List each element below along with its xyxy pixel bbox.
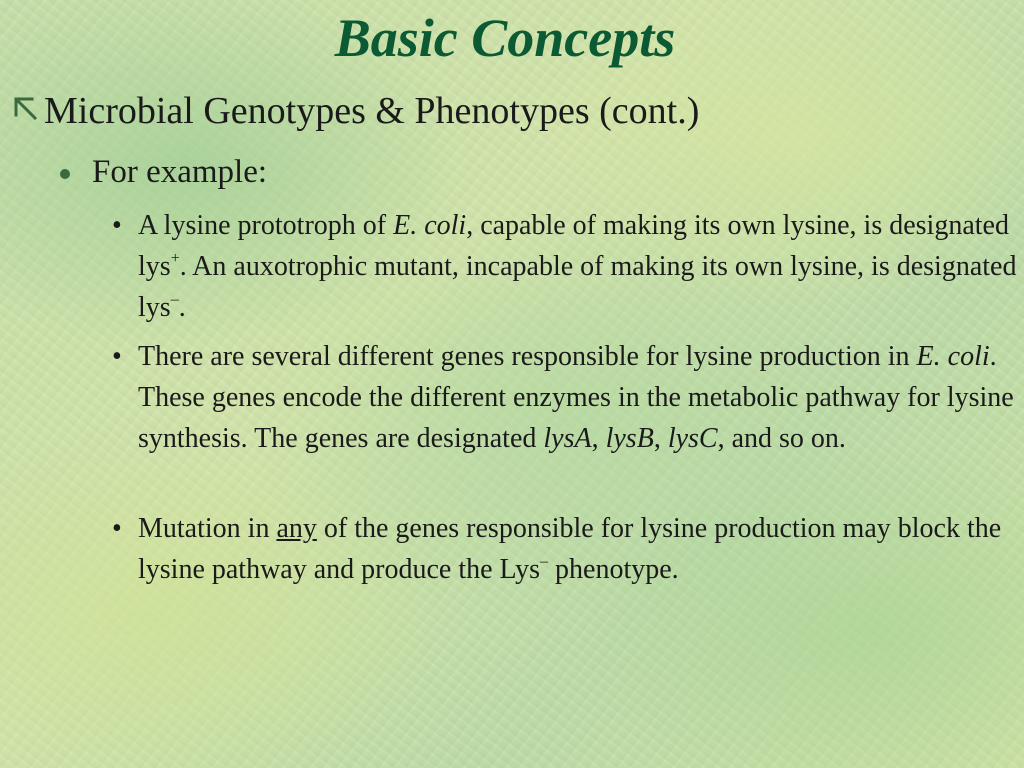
- level1-text: Microbial Genotypes & Phenotypes (cont.): [44, 90, 700, 132]
- bullet-item: [112, 205, 1017, 328]
- bullet-text: [138, 508, 1017, 590]
- text-run: There are several different genes responsible for lysine production in: [138, 341, 917, 372]
- separator: ,: [653, 423, 668, 454]
- bullet-marker: •: [112, 513, 122, 544]
- gene-name: lysC: [667, 423, 718, 454]
- bullet-marker: •: [112, 341, 122, 372]
- superscript-plus: +: [170, 249, 180, 267]
- text-run: . An auxotrophic mutant, incapable of making its own lysine, is designated lys: [138, 251, 1017, 323]
- level2-text: For example:: [92, 154, 268, 190]
- species-name: E. coli: [393, 210, 467, 241]
- text-run: , and so on.: [717, 423, 846, 454]
- gene-name: lysA: [543, 423, 592, 454]
- slide-title: Basic Concepts: [334, 8, 676, 68]
- bullet-text: [138, 205, 1017, 328]
- arrow-up-left-icon: [12, 95, 44, 123]
- text-run: . These genes encode the different enzymes in the metabolic pathway for lysine synthesis. The genes are designated: [138, 341, 1014, 454]
- gene-name: lysB: [605, 423, 654, 454]
- dot-bullet-icon: [60, 169, 70, 179]
- bullet-item: [112, 508, 1017, 590]
- text-run: A lysine prototroph of: [138, 210, 394, 241]
- text-run: of the genes responsible for lysine production may block the lysine pathway and produce the Lys: [138, 513, 1002, 585]
- level2-item: [60, 152, 267, 192]
- underlined-word: any: [276, 513, 317, 544]
- text-run: .: [178, 292, 186, 323]
- text-run: Mutation in: [138, 513, 277, 544]
- separator: ,: [591, 423, 606, 454]
- superscript-minus: –: [540, 552, 549, 570]
- bullet-marker: •: [112, 210, 122, 241]
- text-run: , capable of making its own lysine, is designated lys: [138, 210, 1009, 282]
- species-name: E. coli: [916, 341, 990, 372]
- text-run: phenotype.: [548, 554, 679, 585]
- bullet-item: [112, 336, 1017, 459]
- bullet-text: [138, 336, 1017, 459]
- superscript-minus: –: [170, 290, 179, 308]
- level1-item: [12, 88, 1002, 134]
